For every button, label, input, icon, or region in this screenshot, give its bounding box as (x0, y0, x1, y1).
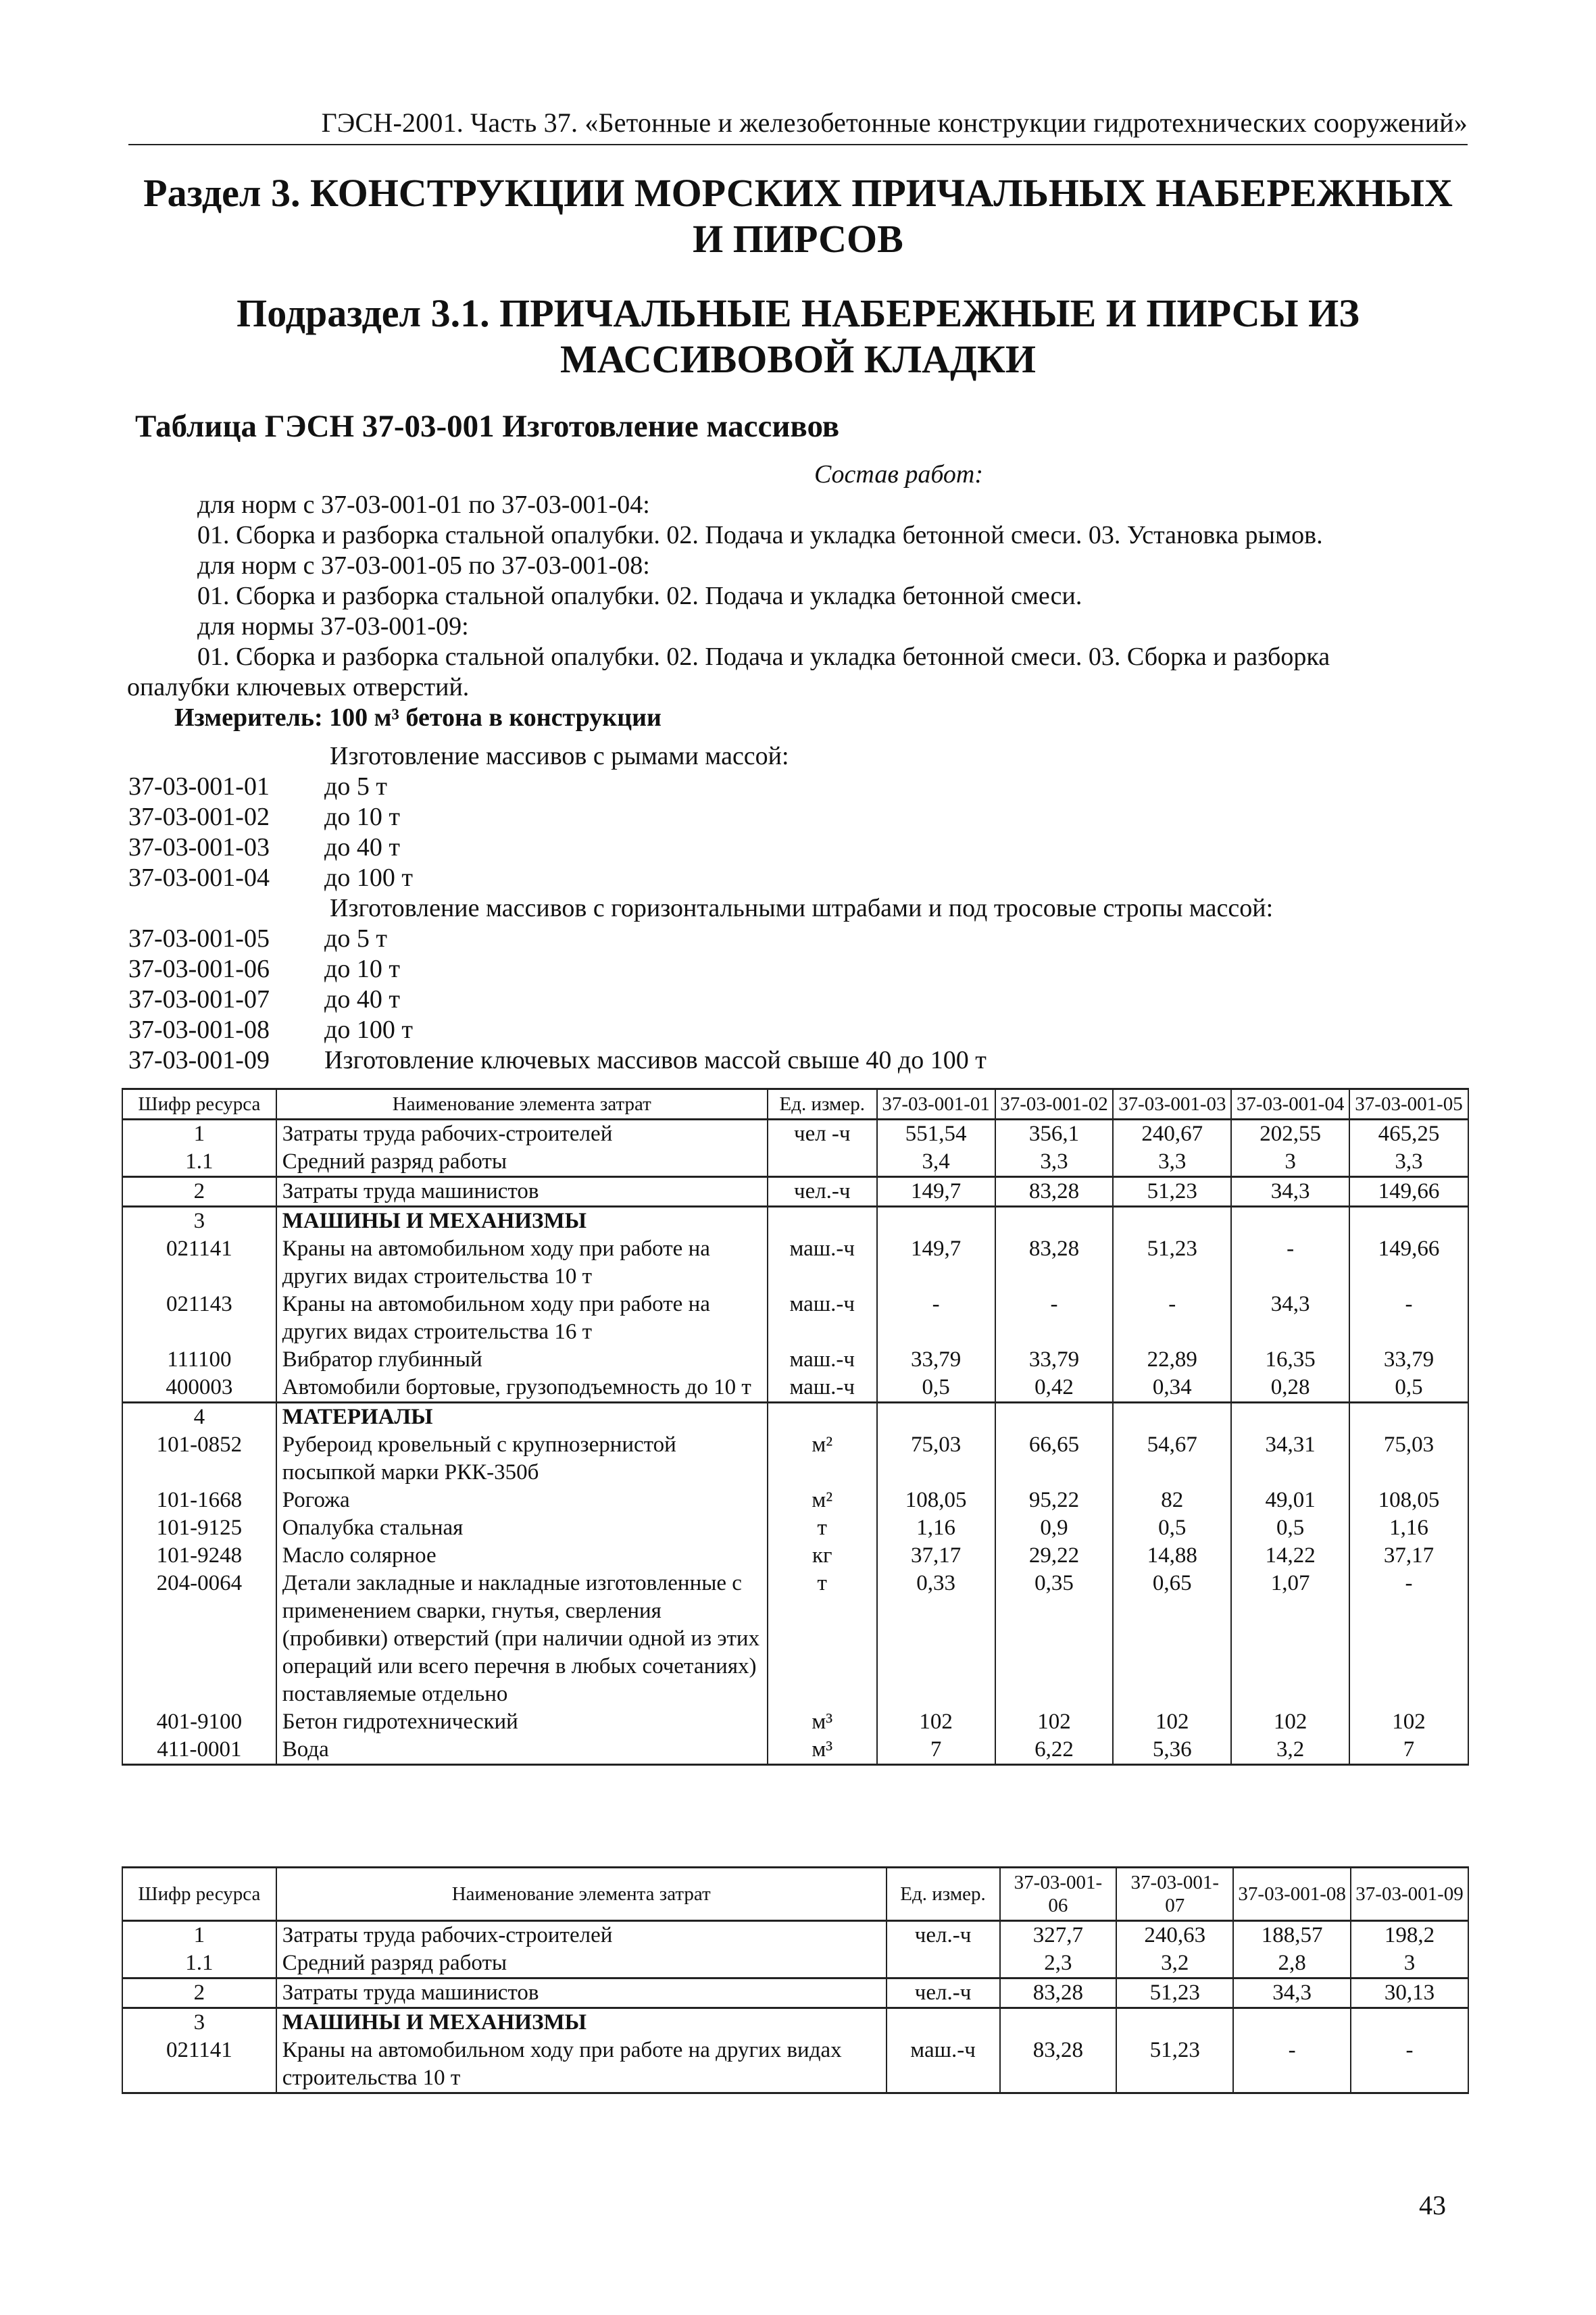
cell-value: - (995, 1291, 1114, 1346)
cell-value: 75,03 (877, 1431, 995, 1487)
cell-value: 34,3 (1231, 1291, 1349, 1346)
cell-value: 16,35 (1231, 1346, 1349, 1374)
cell-value: 49,01 (1231, 1487, 1349, 1514)
cell-value: 3,3 (995, 1148, 1114, 1177)
cell-name: Опалубка стальная (276, 1514, 768, 1542)
subsection-title-line-2: МАССИВОВОЙ КЛАДКИ (559, 337, 1037, 382)
cell-value: 22,89 (1113, 1346, 1231, 1374)
cell-value: - (1349, 1570, 1468, 1708)
cell-value: 83,28 (995, 1177, 1114, 1207)
cell-value: 102 (1349, 1708, 1468, 1736)
cell-name: Вода (276, 1736, 768, 1765)
col-header: 37-03-001-08 (1233, 1868, 1351, 1921)
cell-code: 021143 (122, 1291, 276, 1346)
cell-value: 2,3 (1000, 1949, 1117, 1978)
cell-value: 34,3 (1233, 1978, 1351, 2008)
col-header: 37-03-001-02 (995, 1089, 1114, 1120)
col-header: Наименование элемента затрат (276, 1089, 768, 1120)
table-row (122, 1978, 1468, 2008)
cell-value: 240,63 (1116, 1921, 1233, 1950)
cell-unit (768, 1148, 877, 1177)
cell-name: Бетон гидротехнический (276, 1708, 768, 1736)
cell-unit: чел.-ч (887, 1978, 1000, 2008)
norm-code: 37-03-001-09 (128, 1046, 270, 1074)
cell-value: 102 (877, 1708, 995, 1736)
cell-value: 7 (877, 1736, 995, 1765)
cell-value: 465,25 (1349, 1120, 1468, 1149)
cell-code: 400003 (122, 1374, 276, 1403)
scope-line-2: для норм с 37-03-001-05 по 37-03-001-08: (197, 551, 650, 580)
cell-value: 149,7 (877, 1177, 995, 1207)
table-row (122, 1374, 1468, 1403)
cell-value: 3 (1231, 1148, 1349, 1177)
cell-value: 102 (1113, 1708, 1231, 1736)
col-header: Ед. измер. (768, 1089, 877, 1120)
subsection-title-line-1: Подраздел 3.1. ПРИЧАЛЬНЫЕ НАБЕРЕЖНЫЕ И ПИРСЫ ИЗ (236, 291, 1360, 335)
cell-value: 3,3 (1349, 1148, 1468, 1177)
norm-code: 37-03-001-03 (128, 833, 270, 862)
col-header: Ед. измер. (887, 1868, 1000, 1921)
norm-desc: до 5 т (324, 924, 387, 953)
cell-name: Автомобили бортовые, грузоподъемность до 10 т (276, 1374, 768, 1403)
cell-code: 1 (122, 1921, 276, 1950)
cell-value: 0,5 (1231, 1514, 1349, 1542)
norm-item (128, 1045, 1469, 1076)
cell-value: 83,28 (1000, 2037, 1117, 2093)
cell-value: 102 (995, 1708, 1114, 1736)
cell-value: 6,22 (995, 1736, 1114, 1765)
cell-value: 149,66 (1349, 1235, 1468, 1291)
cell-value: 3,3 (1113, 1148, 1231, 1177)
norm-code: 37-03-001-08 (128, 1016, 270, 1044)
norm-item (128, 863, 1469, 893)
table-row (122, 1921, 1468, 1950)
cell-name: Детали закладные и накладные изготовленные с применением сварки, гнутья, сверления (пробивки) отверстий (при наличии одной из этих операций или всего перечня в любых сочетаниях) поставляемые отдельно (276, 1570, 768, 1708)
cell-value: 33,79 (995, 1346, 1114, 1374)
cell-value: 34,31 (1231, 1431, 1349, 1487)
cell-value (1231, 1207, 1349, 1236)
cell-unit (887, 1949, 1000, 1978)
cell-unit: маш.-ч (768, 1346, 877, 1374)
cell-code: 1.1 (122, 1148, 276, 1177)
norm-item (128, 832, 1469, 863)
cell-value: - (1231, 1235, 1349, 1291)
cell-value: 14,22 (1231, 1542, 1349, 1570)
cell-code: 1.1 (122, 1949, 276, 1978)
cell-value (1113, 1403, 1231, 1432)
cell-value (995, 1207, 1114, 1236)
cell-value: 54,67 (1113, 1431, 1231, 1487)
cell-value: 149,7 (877, 1235, 995, 1291)
table-row (122, 1514, 1468, 1542)
cell-value (1351, 2008, 1468, 2037)
norm-item (128, 985, 1469, 1015)
table-header-row (122, 1089, 1468, 1120)
cell-value (877, 1207, 995, 1236)
cell-code: 204-0064 (122, 1570, 276, 1708)
col-header: Шифр ресурса (122, 1089, 276, 1120)
table-row (122, 1346, 1468, 1374)
cell-value: - (877, 1291, 995, 1346)
scope-line-3: для нормы 37-03-001-09: (197, 612, 469, 641)
table-body (122, 1921, 1468, 2093)
norm-desc: до 10 т (324, 803, 400, 831)
table-header-row (122, 1868, 1468, 1921)
cell-unit: чел.-ч (887, 1921, 1000, 1950)
cell-value: 0,42 (995, 1374, 1114, 1403)
cell-name: Средний разряд работы (276, 1949, 887, 1978)
cell-name: МАШИНЫ И МЕХАНИЗМЫ (276, 1207, 768, 1236)
table-row (122, 1403, 1468, 1432)
norm-desc: до 100 т (324, 864, 413, 892)
cell-code: 021141 (122, 1235, 276, 1291)
table-row (122, 1291, 1468, 1346)
norm-desc: до 5 т (324, 772, 387, 801)
cell-value (1113, 1207, 1231, 1236)
cell-value (1349, 1207, 1468, 1236)
table-row (122, 1708, 1468, 1736)
table-row (122, 1736, 1468, 1765)
cell-code: 3 (122, 1207, 276, 1236)
cell-name: МАШИНЫ И МЕХАНИЗМЫ (276, 2008, 887, 2037)
section-title-line-1: Раздел 3. КОНСТРУКЦИИ МОРСКИХ ПРИЧАЛЬНЫХ НАБЕРЕЖНЫХ (143, 171, 1453, 215)
cell-name: Средний разряд работы (276, 1148, 768, 1177)
cell-value (995, 1403, 1114, 1432)
cell-code: 1 (122, 1120, 276, 1149)
cell-value: 102 (1231, 1708, 1349, 1736)
cell-value: 37,17 (877, 1542, 995, 1570)
col-header: Наименование элемента затрат (276, 1868, 887, 1921)
scope-line-1: для норм с 37-03-001-01 по 37-03-001-04: (197, 491, 650, 519)
cell-value (1000, 2008, 1117, 2037)
norm-desc: до 40 т (324, 833, 400, 862)
table-row (122, 1148, 1468, 1177)
section-title (128, 170, 1468, 263)
norm-desc: до 40 т (324, 985, 400, 1014)
norm-group-title-2: Изготовление массивов с горизонтальными штрабами и под тросовые стропы массой: (330, 894, 1274, 922)
cell-value: 30,13 (1351, 1978, 1468, 2008)
cell-value: 202,55 (1231, 1120, 1349, 1149)
cell-code: 401-9100 (122, 1708, 276, 1736)
table-row (122, 2008, 1468, 2037)
table-row (122, 1177, 1468, 1207)
norm-item (128, 954, 1469, 985)
cell-value: - (1349, 1291, 1468, 1346)
cell-unit: т (768, 1514, 877, 1542)
cell-value: 149,66 (1349, 1177, 1468, 1207)
cell-value (877, 1403, 995, 1432)
operations-line-2: 01. Сборка и разборка стальной опалубки. 02. Подача и укладка бетонной смеси. (197, 582, 1082, 610)
cell-name: Вибратор глубинный (276, 1346, 768, 1374)
cell-code: 101-9248 (122, 1542, 276, 1570)
cell-code: 4 (122, 1403, 276, 1432)
cell-value: 108,05 (1349, 1487, 1468, 1514)
col-header: 37-03-001-06 (1000, 1868, 1117, 1921)
cell-value: 29,22 (995, 1542, 1114, 1570)
table-row (122, 1431, 1468, 1487)
table-row (122, 1570, 1468, 1708)
cell-value: 95,22 (995, 1487, 1114, 1514)
cell-name: Затраты труда рабочих-строителей (276, 1921, 887, 1950)
cell-value: - (1351, 2037, 1468, 2093)
cell-unit: м² (768, 1487, 877, 1514)
cell-unit: маш.-ч (768, 1374, 877, 1403)
norm-desc: Изготовление ключевых массивов массой свыше 40 до 100 т (324, 1046, 987, 1074)
table-row (122, 1542, 1468, 1570)
cell-value: 108,05 (877, 1487, 995, 1514)
work-composition (127, 459, 1468, 733)
cell-code: 101-0852 (122, 1431, 276, 1487)
cell-value: 198,2 (1351, 1921, 1468, 1950)
cell-value: 327,7 (1000, 1921, 1117, 1950)
cell-value (1233, 2008, 1351, 2037)
cell-value: 0,5 (1113, 1514, 1231, 1542)
cell-value: 0,5 (877, 1374, 995, 1403)
col-header: 37-03-001-07 (1116, 1868, 1233, 1921)
operations-line-3a: 01. Сборка и разборка стальной опалубки. 02. Подача и укладка бетонной смеси. 03. Сборка и разборка (197, 643, 1330, 671)
cell-value: 188,57 (1233, 1921, 1351, 1950)
cell-value: - (1233, 2037, 1351, 2093)
cell-unit: маш.-ч (768, 1291, 877, 1346)
cell-unit: т (768, 1570, 877, 1708)
cell-unit: м³ (768, 1736, 877, 1765)
cell-value: 75,03 (1349, 1431, 1468, 1487)
cell-value: 34,3 (1231, 1177, 1349, 1207)
cell-name: Краны на автомобильном ходу при работе на других видах строительства 16 т (276, 1291, 768, 1346)
cell-code: 2 (122, 1978, 276, 2008)
table-row (122, 1949, 1468, 1978)
norm-item (128, 924, 1469, 954)
cell-name: Краны на автомобильном ходу при работе на других видах строительства 10 т (276, 1235, 768, 1291)
cell-unit: чел.-ч (768, 1177, 877, 1207)
cell-code: 411-0001 (122, 1736, 276, 1765)
norm-code: 37-03-001-06 (128, 955, 270, 983)
cell-value: 1,07 (1231, 1570, 1349, 1708)
cell-value (1231, 1403, 1349, 1432)
cell-unit: маш.-ч (768, 1235, 877, 1291)
norm-list (128, 741, 1469, 1076)
cell-value: - (1113, 1291, 1231, 1346)
cell-value (1116, 2008, 1233, 2037)
cell-value: 3,2 (1116, 1949, 1233, 1978)
cell-value: 0,34 (1113, 1374, 1231, 1403)
norm-group-title-1: Изготовление массивов с рымами массой: (330, 742, 789, 770)
norm-desc: до 100 т (324, 1016, 413, 1044)
operations-line-1: 01. Сборка и разборка стальной опалубки. 02. Подача и укладка бетонной смеси. 03. Установка рымов. (197, 521, 1323, 549)
cell-value: 1,16 (1349, 1514, 1468, 1542)
norm-item (128, 802, 1469, 832)
table-body (122, 1120, 1468, 1765)
table-row (122, 1120, 1468, 1149)
cell-name: Масло солярное (276, 1542, 768, 1570)
section-title-line-2: И ПИРСОВ (693, 217, 903, 262)
operations-line-3b: опалубки ключевых отверстий. (127, 673, 470, 701)
table-title: Таблица ГЭСН 37-03-001 Изготовление массивов (135, 409, 840, 444)
cell-value: 3,4 (877, 1148, 995, 1177)
cell-value: 51,23 (1113, 1235, 1231, 1291)
cell-value: 66,65 (995, 1431, 1114, 1487)
cell-value: 356,1 (995, 1120, 1114, 1149)
cell-code: 021141 (122, 2037, 276, 2093)
col-header: 37-03-001-01 (877, 1089, 995, 1120)
norm-code: 37-03-001-01 (128, 772, 270, 801)
composition-label: Состав работ: (814, 460, 984, 489)
cell-value: 3 (1351, 1949, 1468, 1978)
col-header: 37-03-001-04 (1231, 1089, 1349, 1120)
cell-value: 83,28 (995, 1235, 1114, 1291)
norm-code: 37-03-001-02 (128, 803, 270, 831)
cell-value: 33,79 (1349, 1346, 1468, 1374)
table-row (122, 2037, 1468, 2093)
resource-table-2 (122, 1866, 1469, 2094)
cell-unit: кг (768, 1542, 877, 1570)
cell-name: МАТЕРИАЛЫ (276, 1403, 768, 1432)
cell-value: 14,88 (1113, 1542, 1231, 1570)
measure-unit: Измеритель: 100 м³ бетона в конструкции (174, 703, 662, 732)
cell-unit: м³ (768, 1708, 877, 1736)
col-header: 37-03-001-09 (1351, 1868, 1468, 1921)
table-row (122, 1207, 1468, 1236)
cell-value: 0,5 (1349, 1374, 1468, 1403)
cell-code: 111100 (122, 1346, 276, 1374)
norm-code: 37-03-001-04 (128, 864, 270, 892)
subsection-title (128, 291, 1468, 383)
cell-code: 2 (122, 1177, 276, 1207)
cell-unit: чел -ч (768, 1120, 877, 1149)
col-header: 37-03-001-03 (1113, 1089, 1231, 1120)
cell-value: 33,79 (877, 1346, 995, 1374)
cell-unit: маш.-ч (887, 2037, 1000, 2093)
norm-item (128, 1015, 1469, 1045)
table-row (122, 1235, 1468, 1291)
norm-item (128, 772, 1469, 802)
cell-code: 101-1668 (122, 1487, 276, 1514)
cell-value: 83,28 (1000, 1978, 1117, 2008)
cell-name: Затраты труда машинистов (276, 1177, 768, 1207)
cell-unit (887, 2008, 1000, 2037)
cell-code: 3 (122, 2008, 276, 2037)
cell-value: 240,67 (1113, 1120, 1231, 1149)
col-header: Шифр ресурса (122, 1868, 276, 1921)
norm-desc: до 10 т (324, 955, 400, 983)
cell-value: 0,33 (877, 1570, 995, 1708)
cell-name: Рогожа (276, 1487, 768, 1514)
cell-value: 51,23 (1116, 2037, 1233, 2093)
running-header: ГЭСН-2001. Часть 37. «Бетонные и железобетонные конструкции гидротехнических сооружений» (128, 107, 1468, 145)
cell-value: 0,35 (995, 1570, 1114, 1708)
col-header: 37-03-001-05 (1349, 1089, 1468, 1120)
resource-table-1 (122, 1088, 1469, 1766)
cell-name: Затраты труда рабочих-строителей (276, 1120, 768, 1149)
cell-unit (768, 1403, 877, 1432)
table-row (122, 1487, 1468, 1514)
cell-code: 101-9125 (122, 1514, 276, 1542)
cell-name: Затраты труда машинистов (276, 1978, 887, 2008)
cell-value: 0,28 (1231, 1374, 1349, 1403)
page-number: 43 (1419, 2190, 1446, 2220)
cell-value: 51,23 (1113, 1177, 1231, 1207)
cell-value: 7 (1349, 1736, 1468, 1765)
cell-unit: м² (768, 1431, 877, 1487)
cell-value: 2,8 (1233, 1949, 1351, 1978)
cell-value: 3,2 (1231, 1736, 1349, 1765)
cell-value: 0,9 (995, 1514, 1114, 1542)
norm-code: 37-03-001-05 (128, 924, 270, 953)
norm-code: 37-03-001-07 (128, 985, 270, 1014)
cell-value: 51,23 (1116, 1978, 1233, 2008)
cell-value: 551,54 (877, 1120, 995, 1149)
cell-name: Краны на автомобильном ходу при работе на других видах строительства 10 т (276, 2037, 887, 2093)
cell-value: 82 (1113, 1487, 1231, 1514)
cell-value: 0,65 (1113, 1570, 1231, 1708)
cell-value: 1,16 (877, 1514, 995, 1542)
cell-value (1349, 1403, 1468, 1432)
cell-name: Рубероид кровельный с крупнозернистой посыпкой марки РКК-350б (276, 1431, 768, 1487)
cell-unit (768, 1207, 877, 1236)
cell-value: 37,17 (1349, 1542, 1468, 1570)
cell-value: 5,36 (1113, 1736, 1231, 1765)
